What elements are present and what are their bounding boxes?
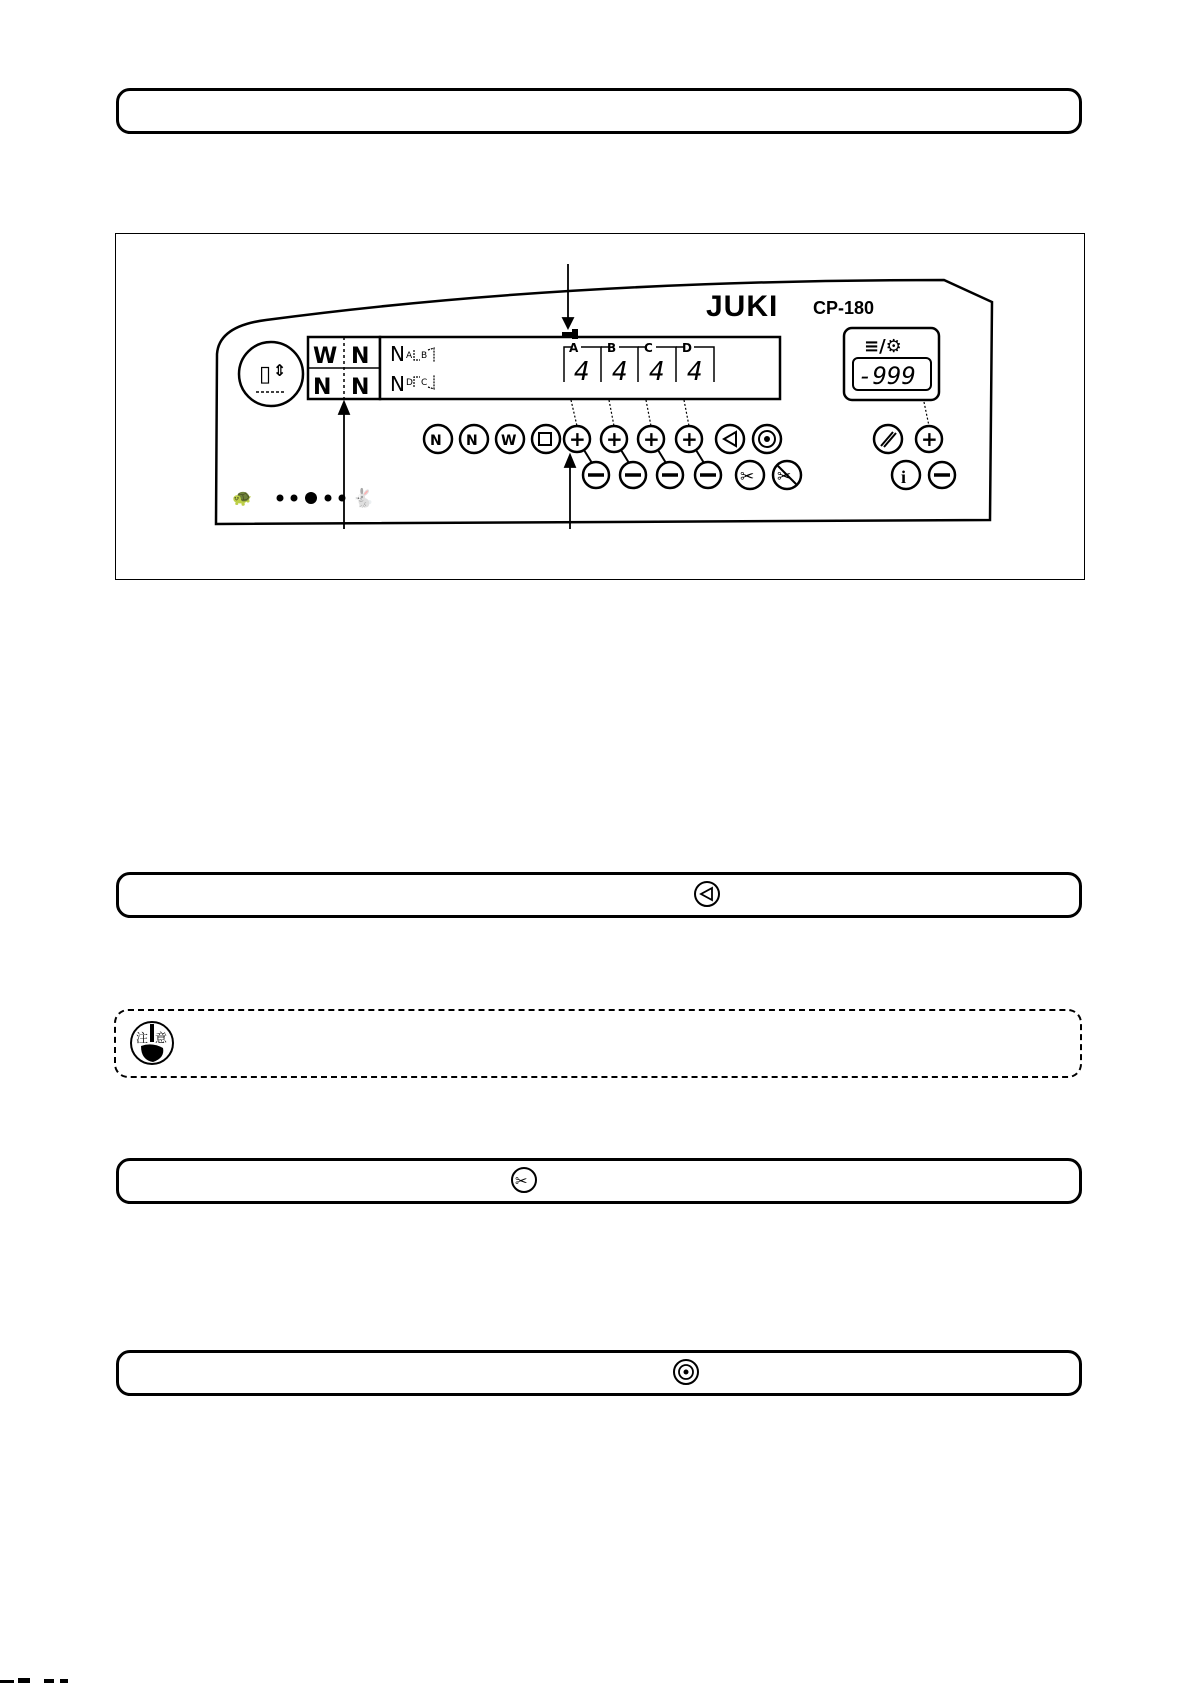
svg-text:N: N — [390, 342, 405, 366]
svg-text:+: + — [643, 427, 660, 451]
param-label-c: C — [644, 341, 653, 355]
minus-button-a[interactable] — [583, 462, 609, 488]
operation-panel-illustration — [116, 234, 1086, 581]
counter-plus-button[interactable] — [916, 426, 942, 452]
section-header-2 — [116, 872, 1082, 918]
reset-button[interactable] — [874, 425, 902, 453]
one-stitch-button[interactable] — [716, 425, 744, 453]
plus-button-d[interactable] — [676, 426, 702, 452]
param-value-c: 4 — [649, 357, 665, 387]
svg-text:✂: ✂ — [515, 1172, 528, 1190]
param-label-a: A — [569, 341, 579, 355]
svg-text:✂: ✂ — [777, 467, 792, 487]
minus-button-d[interactable] — [695, 462, 721, 488]
section-header-4 — [116, 1350, 1082, 1396]
caution-note — [114, 1009, 1082, 1078]
param-label-b: B — [607, 341, 617, 355]
one-stitch-icon — [693, 880, 721, 908]
plus-button-c[interactable] — [638, 426, 664, 452]
caution-hand-icon — [129, 1020, 175, 1066]
overlap-stitch-button[interactable] — [496, 425, 524, 453]
svg-text:+: + — [606, 427, 623, 451]
param-value-a: 4 — [574, 357, 590, 387]
section-header-1 — [116, 88, 1082, 134]
svg-text:i: i — [901, 467, 907, 487]
thread-trim-button[interactable] — [736, 461, 764, 489]
counter-minus-button[interactable] — [929, 462, 955, 488]
svg-text:▯: ▯ — [259, 362, 272, 387]
model-name: CP-180 — [813, 298, 875, 318]
info-button[interactable] — [892, 461, 920, 489]
param-label-d: D — [682, 341, 692, 355]
pattern-selector[interactable] — [308, 337, 380, 400]
turtle-icon: 🐢 — [232, 488, 252, 507]
svg-text:N: N — [466, 433, 478, 449]
svg-text:N: N — [351, 344, 370, 369]
plus-button-a[interactable] — [564, 426, 590, 452]
minus-button-c[interactable] — [657, 462, 683, 488]
thread-trim-icon — [510, 1166, 538, 1194]
svg-text:意: 意 — [155, 1031, 168, 1045]
lcd-display — [380, 329, 780, 399]
operation-panel-figure — [115, 233, 1085, 580]
page-footer-fragment — [0, 1672, 120, 1687]
brand-logo: JUKI — [706, 290, 779, 323]
svg-text:B: B — [421, 351, 428, 361]
param-value-b: 4 — [612, 357, 628, 387]
wiper-icon — [672, 1358, 700, 1386]
start-backtack-button[interactable] — [424, 425, 452, 453]
section-header-3 — [116, 1158, 1082, 1204]
program-stitch-button[interactable] — [532, 425, 560, 453]
wiper-button[interactable] — [753, 425, 781, 453]
needle-up-down-button[interactable] — [239, 342, 303, 406]
counter-display — [844, 328, 939, 400]
svg-text:+: + — [681, 427, 698, 451]
plus-button-b[interactable] — [601, 426, 627, 452]
svg-text:N: N — [390, 372, 405, 396]
svg-text:≡/⚙: ≡/⚙ — [864, 336, 902, 357]
svg-text:C: C — [421, 378, 428, 388]
svg-text:A: A — [406, 351, 413, 361]
svg-text:N: N — [351, 375, 370, 400]
svg-text:+: + — [921, 427, 938, 451]
param-value-d: 4 — [687, 357, 703, 387]
svg-text:N: N — [430, 433, 442, 449]
svg-text:W: W — [501, 433, 517, 449]
svg-text:+: + — [569, 427, 586, 451]
panel-body-outline — [216, 280, 992, 524]
rabbit-icon: 🐇 — [352, 488, 375, 509]
svg-text:✂: ✂ — [740, 467, 755, 487]
svg-text:D: D — [406, 378, 413, 388]
svg-text:W: W — [313, 344, 338, 369]
counter-value: -999 — [858, 362, 916, 390]
svg-text:⇕: ⇕ — [273, 361, 287, 380]
end-backtack-button[interactable] — [460, 425, 488, 453]
svg-text:注: 注 — [136, 1031, 149, 1045]
minus-button-b[interactable] — [620, 462, 646, 488]
thread-trim-prohibit-button[interactable] — [773, 461, 801, 489]
svg-text:N: N — [313, 375, 332, 400]
